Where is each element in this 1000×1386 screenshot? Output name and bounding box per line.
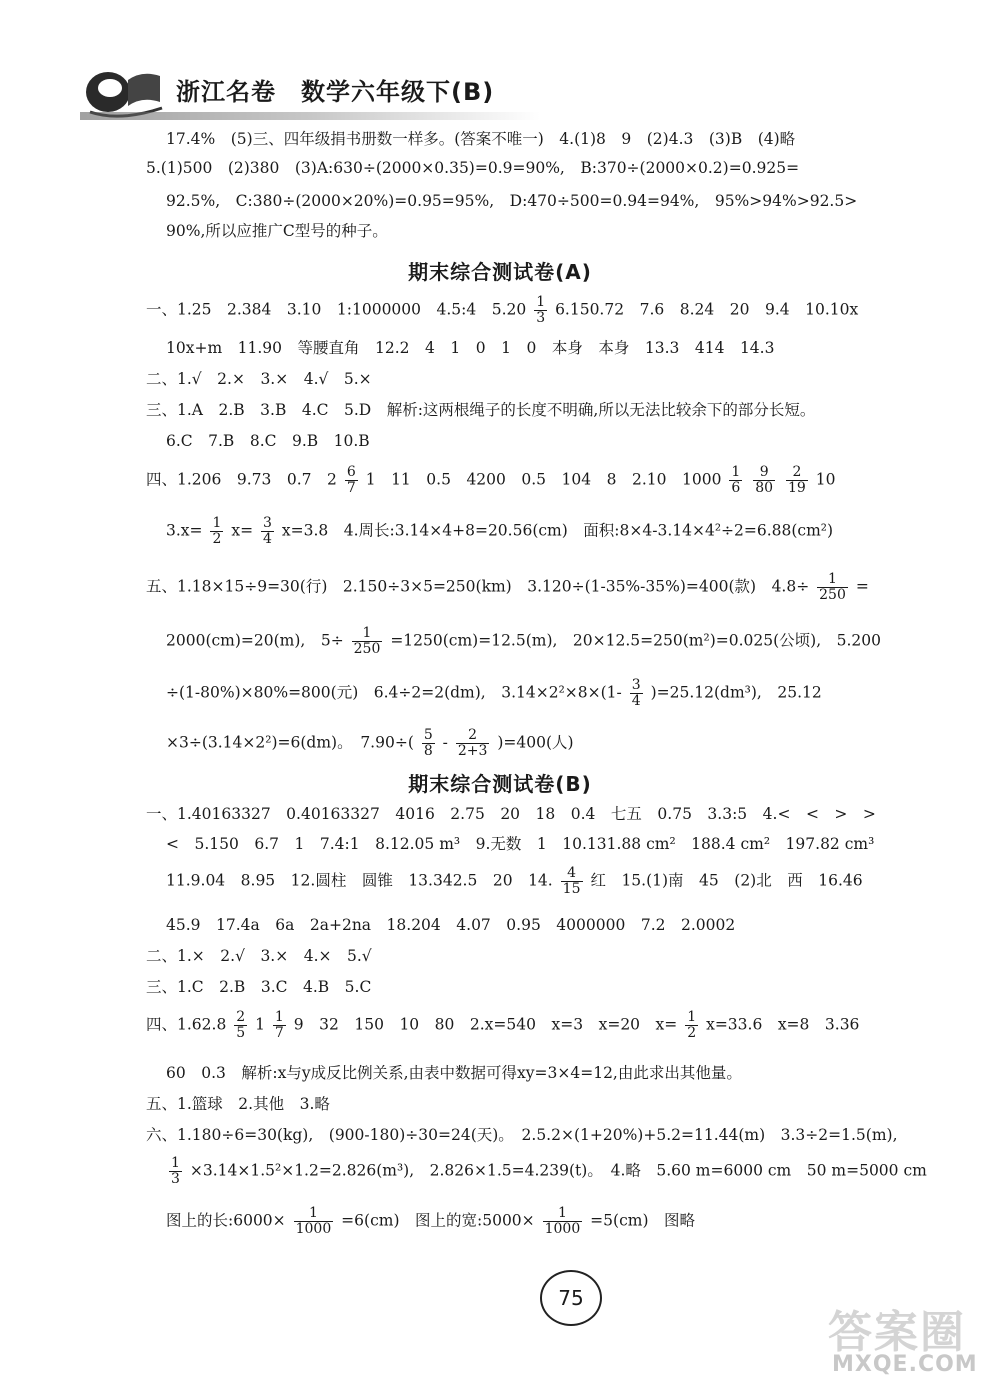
text-line: 92.5%, C:380÷(2000×20%)=0.95=95%, D:470÷500=0.94=94%, 95%>94%>92.5> xyxy=(166,192,858,210)
fraction: $\frac{1}{7}$ xyxy=(274,1009,284,1041)
text-line: 90%,所以应推广C型号的种子。 xyxy=(166,222,388,240)
answer-line: 图上的长:6000× $\frac{1}{1000}$ =6(cm) 图上的宽:5000× $\frac{1}{1000}$ =5(cm) 图略 xyxy=(166,1205,695,1237)
fraction: $\frac{3}{4}$ xyxy=(263,515,272,547)
answer-line: 三、1.C 2.B 3.C 4.B 5.C xyxy=(146,978,372,996)
answer-line: 五、1.18×15÷9=30(行) 2.150÷3×5=250(km) 3.120÷(1-35%-35%)=400(款) 4.8÷ $\frac{1}{250}$ = xyxy=(146,571,869,603)
fraction: $\frac{1}{2}$ xyxy=(687,1009,697,1041)
fraction: $\frac{1}{6}$ xyxy=(731,464,741,496)
answer-line: 一、1.40163327 0.40163327 4016 2.75 20 18 0.4 七五 0.75 3.3:5 4.< < > > xyxy=(146,805,876,823)
fraction: $\frac{1}{1000}$ xyxy=(544,1205,581,1237)
answer-line: < 5.150 6.7 1 7.4:1 8.12.05 m³ 9.无数 1 10.131.88 cm² 188.4 cm² 197.82 cm³ xyxy=(166,835,875,853)
fraction: $\frac{1}{3}$ xyxy=(536,294,546,326)
answer-line: 一、1.25 2.384 3.10 1:1000000 4.5:4 5.20 $\frac{1}{3}$ 6.150.72 7.6 8.24 20 9.4 10.10x xyxy=(146,294,859,326)
answer-line: 四、1.62.8 $\frac{2}{5}$ 1 $\frac{1}{7}$ 9 32 150 10 80 2.x=540 x=3 x=20 x= $\frac{1}{2}$ x=33.6 x=8 3.36 xyxy=(146,1009,860,1041)
answer-line: 二、1.× 2.√ 3.× 4.× 5.√ xyxy=(146,947,372,965)
answer-line: 二、1.√ 2.× 3.× 4.√ 5.× xyxy=(146,370,372,388)
fraction: $\frac{1}{1000}$ xyxy=(295,1205,332,1237)
fraction: $\frac{1}{250}$ xyxy=(353,625,381,657)
fraction: $\frac{2}{19}$ xyxy=(788,464,806,496)
answer-line: 11.9.04 8.95 12.圆柱 圆锥 13.342.5 20 14. $\frac{4}{15}$ 红 15.(1)南 45 (2)北 西 16.46 xyxy=(166,865,863,897)
answer-line: 45.9 17.4a 6a 2a+2na 18.204 4.07 0.95 4000000 7.2 2.0002 xyxy=(166,916,736,934)
fraction: $\frac{2}{5}$ xyxy=(236,1009,246,1041)
watermark-url: MXQE.COM xyxy=(832,1352,978,1377)
fraction: $\frac{9}{80}$ xyxy=(755,464,774,496)
answer-line: 六、1.180÷6=30(kg), (900-180)÷30=24(天)。 2.5.2×(1+20%)+5.2=11.44(m) 3.3÷2=1.5(m), xyxy=(146,1126,898,1144)
answer-line: 60 0.3 解析:x与y成反比例关系,由表中数据可得xy=3×4=12,由此求出其他量。 xyxy=(166,1064,742,1082)
answer-line: 6.C 7.B 8.C 9.B 10.B xyxy=(166,432,370,450)
fraction: $\frac{1}{2}$ xyxy=(212,515,222,547)
answer-line: ×3÷(3.14×2²)=6(dm)。 7.90÷( $\frac{5}{8}$ - $\frac{2}{2+3}$ )=400(人) xyxy=(166,727,574,759)
section-title-b: 期末综合测试卷(B) xyxy=(408,772,592,796)
watermark-logo: 答案圈 xyxy=(828,1307,966,1358)
text-line: 17.4% (5)三、四年级捐书册数一样多。(答案不唯一) 4.(1)8 9 (2)4.3 (3)B (4)略 xyxy=(166,130,796,148)
page-number: 75 xyxy=(540,1270,602,1326)
section-title-a: 期末综合测试卷(A) xyxy=(408,260,592,284)
answer-line: 2000(cm)=20(m), 5÷ $\frac{1}{250}$ =1250(cm)=12.5(m), 20×12.5=250(m²)=0.025(公顷), 5.200 xyxy=(166,625,881,657)
fraction: $\frac{4}{15}$ xyxy=(562,865,581,897)
answer-line: 3.x= $\frac{1}{2}$ x= $\frac{3}{4}$ x=3.8 4.周长:3.14×4+8=20.56(cm) 面积:8×4-3.14×4²÷2=6.88(cm²) xyxy=(166,515,834,547)
fraction: $\frac{1}{250}$ xyxy=(819,571,846,603)
book-title: 浙江名卷 数学六年级下(B) xyxy=(176,78,495,106)
answer-line: $\frac{1}{3}$ ×3.14×1.5²×1.2=2.826(m³), 2.826×1.5=4.239(t)。 4.略 5.60 m=6000 cm 50 m=5000 cm xyxy=(171,1155,927,1187)
answer-line: 四、1.206 9.73 0.7 2 $\frac{6}{7}$ 1 11 0.5 4200 0.5 104 8 2.10 1000 $\frac{1}{6}$ $\frac{9}{80}$ $\frac{2}{19}$ 10 xyxy=(146,464,836,496)
answer-line: 三、1.A 2.B 3.B 4.C 5.D 解析:这两根绳子的长度不明确,所以无法比较余下的部分长短。 xyxy=(146,401,816,419)
fraction: $\frac{5}{8}$ xyxy=(423,727,433,759)
answer-line: ÷(1-80%)×80%=800(元) 6.4÷2=2(dm), 3.14×2²×8×(1- $\frac{3}{4}$ )=25.12(dm³), 25.12 xyxy=(166,677,822,709)
fraction: $\frac{6}{7}$ xyxy=(346,464,356,496)
fraction: $\frac{3}{4}$ xyxy=(631,677,641,709)
fraction: $\frac{2}{2+3}$ xyxy=(457,727,488,759)
text-line: 5.(1)500 (2)380 (3)A:630÷(2000×0.35)=0.9=90%, B:370÷(2000×0.2)=0.925= xyxy=(146,159,800,177)
answer-line: 五、1.篮球 2.其他 3.略 xyxy=(146,1095,330,1113)
fraction: $\frac{1}{3}$ xyxy=(171,1155,180,1187)
answer-line: 10x+m 11.90 等腰直角 12.2 4 1 0 1 0 本身 本身 13.3 414 14.3 xyxy=(166,339,775,357)
header-divider xyxy=(80,112,540,120)
